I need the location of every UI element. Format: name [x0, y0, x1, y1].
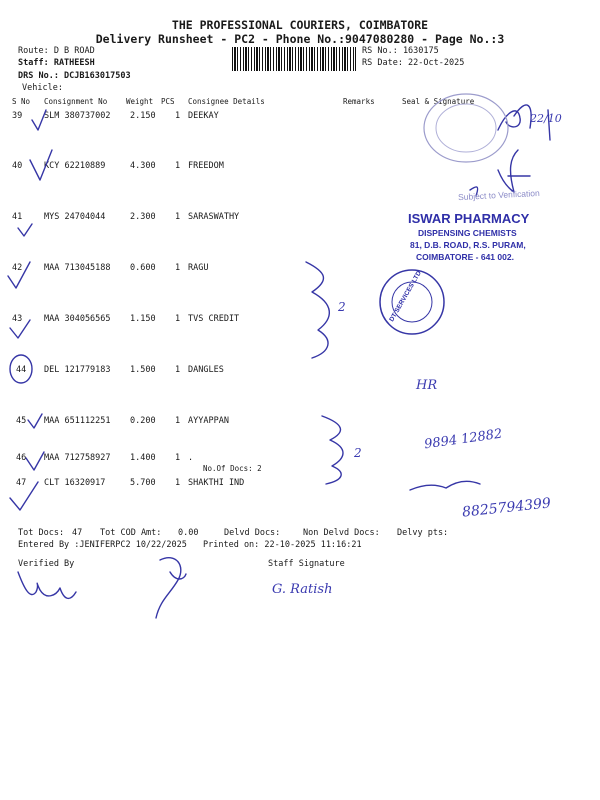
- col-remarks: Remarks: [343, 97, 375, 106]
- row-weight: 0.200: [130, 416, 156, 426]
- staff-label: Staff: RATHEESH: [18, 58, 95, 68]
- row-consignee: TVS CREDIT: [188, 314, 240, 324]
- pharmacy-stamp-line: 81, D.B. ROAD, R.S. PURAM,: [410, 240, 526, 250]
- row-consignment: KCY 62210889: [44, 161, 106, 171]
- row-weight: 2.150: [130, 111, 156, 121]
- row-sno: 43: [12, 314, 23, 324]
- handwritten-mark: 2: [354, 446, 362, 460]
- row-consignment: MAA 651112251: [44, 416, 111, 426]
- table-row: [0, 263, 600, 277]
- handwritten-phone: 9894 12882: [423, 426, 504, 453]
- row-consignment: MYS 24704044: [44, 212, 106, 222]
- pharmacy-stamp-line: DISPENSING CHEMISTS: [418, 228, 517, 238]
- barcode: [232, 47, 356, 71]
- tot-cod-value: 0.00: [178, 528, 199, 538]
- rs-date: RS Date: 22-Oct-2025: [362, 58, 465, 68]
- row-consignee: DEEKAY: [188, 111, 219, 121]
- company-title: THE PROFESSIONAL COURIERS, COIMBATORE: [171, 18, 429, 32]
- col-sno: S No: [12, 97, 31, 106]
- drs-number: DRS No.: DCJB163017503: [18, 71, 131, 81]
- table-row: [0, 478, 600, 492]
- row-consignee: RAGU: [188, 263, 209, 273]
- row-pcs: 1: [175, 161, 181, 171]
- col-seal-signature: Seal & Signature: [402, 97, 475, 106]
- tot-docs-label: Tot Docs:: [18, 528, 65, 538]
- col-consignment: Consignment No: [44, 97, 108, 106]
- row-sno: 45: [16, 416, 27, 426]
- no-of-docs: No.Of Docs: 2: [203, 464, 262, 473]
- delvd-docs-label: Delvd Docs:: [224, 528, 281, 538]
- table-row: [0, 111, 600, 125]
- col-pcs: PCS: [161, 97, 175, 106]
- col-weight: Weight: [126, 97, 154, 106]
- row-weight: 1.500: [130, 365, 156, 375]
- row-consignee: FREEDOM: [188, 161, 224, 171]
- row-sno: 44: [16, 365, 27, 375]
- rs-number: RS No.: 1630175: [362, 46, 439, 56]
- row-consignment: SLM 380737002: [44, 111, 111, 121]
- tot-docs-value: 47: [72, 528, 83, 538]
- row-pcs: 1: [175, 365, 181, 375]
- row-weight: 4.300: [130, 161, 156, 171]
- row-pcs: 1: [175, 453, 181, 463]
- handwritten-note: HR: [416, 378, 438, 393]
- pharmacy-stamp-name: ISWAR PHARMACY: [408, 211, 530, 226]
- row-sno: 47: [16, 478, 27, 488]
- route-label: Route: D B ROAD: [18, 46, 95, 56]
- row-pcs: 1: [175, 263, 181, 273]
- row-pcs: 1: [175, 111, 181, 121]
- signature: [156, 558, 186, 618]
- row-sno: 41: [12, 212, 23, 222]
- row-consignee: DANGLES: [188, 365, 224, 375]
- row-consignment: MAA 712758927: [44, 453, 111, 463]
- row-consignee: SHAKTHI IND: [188, 478, 245, 488]
- subject-to-verification-stamp: Subject to Verification: [457, 187, 540, 203]
- table-row: [0, 314, 600, 328]
- row-consignment: MAA 304056565: [44, 314, 111, 324]
- row-weight: 1.150: [130, 314, 156, 324]
- table-row: [0, 416, 600, 430]
- row-sno: 46: [16, 453, 27, 463]
- round-stamp-text: DT SERVICES LTD: [388, 269, 423, 324]
- verified-by-label: Verified By: [18, 559, 75, 569]
- row-sno: 40: [12, 161, 23, 171]
- row-pcs: 1: [175, 478, 181, 488]
- row-consignee: SARASWATHY: [188, 212, 240, 222]
- pharmacy-stamp-line: COIMBATORE - 641 002.: [416, 252, 514, 262]
- entered-by: Entered By :JENIFERPC2 10/22/2025: [18, 540, 187, 550]
- row-consignee: .: [188, 453, 194, 463]
- col-consignee: Consignee Details: [188, 97, 265, 106]
- row-consignment: MAA 713045188: [44, 263, 111, 273]
- row-pcs: 1: [175, 212, 181, 222]
- non-delvd-docs-label: Non Delvd Docs:: [303, 528, 380, 538]
- delvy-pts-label: Delvy pts:: [397, 528, 449, 538]
- row-pcs: 1: [175, 416, 181, 426]
- signature: [18, 572, 76, 598]
- row-consignment: DEL 121779183: [44, 365, 111, 375]
- handwritten-mark: 2: [338, 300, 346, 314]
- row-weight: 5.700: [130, 478, 156, 488]
- vehicle-label: Vehicle:: [22, 83, 63, 93]
- row-consignment: CLT 16320917: [44, 478, 106, 488]
- handwritten-date: 22/10: [530, 112, 562, 125]
- runsheet-subtitle: Delivery Runsheet - PC2 - Phone No.:9047080280 - Page No.:3: [95, 32, 505, 46]
- table-row: [0, 365, 600, 379]
- staff-handwritten-signature: G. Ratish: [272, 582, 333, 597]
- row-pcs: 1: [175, 314, 181, 324]
- tot-cod-label: Tot COD Amt:: [100, 528, 162, 538]
- handwritten-phone: 8825794399: [461, 495, 552, 521]
- row-weight: 0.600: [130, 263, 156, 273]
- table-row: [0, 161, 600, 175]
- table-row: [0, 453, 600, 467]
- row-sno: 42: [12, 263, 23, 273]
- printed-on: Printed on: 22-10-2025 11:16:21: [203, 540, 362, 550]
- row-weight: 2.300: [130, 212, 156, 222]
- row-weight: 1.400: [130, 453, 156, 463]
- row-sno: 39: [12, 111, 23, 121]
- row-consignee: AYYAPPAN: [188, 416, 229, 426]
- staff-signature-label: Staff Signature: [268, 559, 345, 569]
